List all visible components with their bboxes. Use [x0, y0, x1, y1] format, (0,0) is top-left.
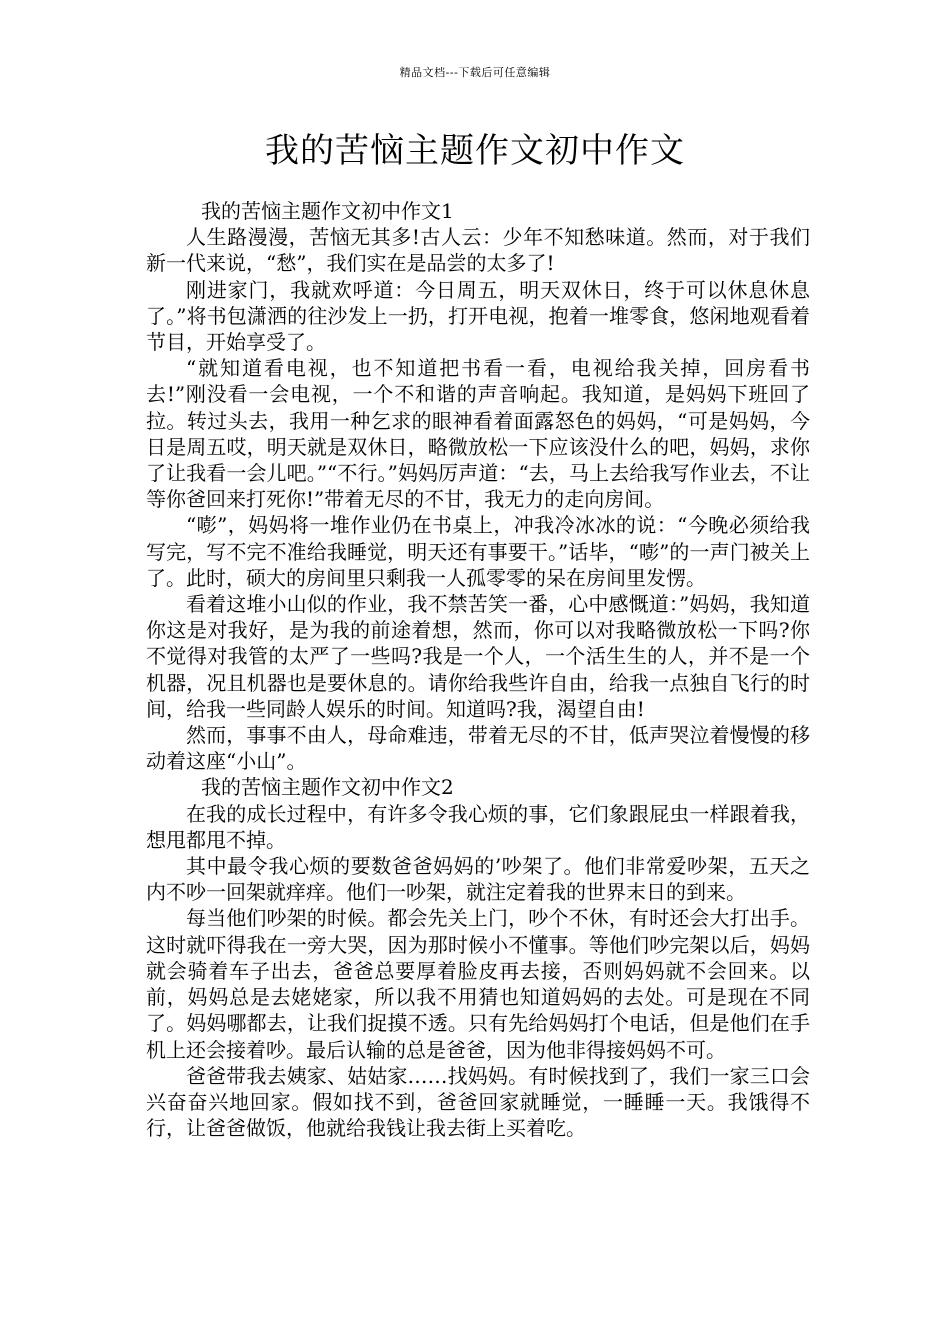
paragraph: 其中最令我心烦的要数爸爸妈妈的’吵架了。他们非常爱吵架，五天之内不吵一回架就痒痒。他们一吵架，就注定着我的世界末日的到来。	[146, 854, 810, 905]
essay-subheading: 我的苦恼主题作文初中作文1	[201, 199, 454, 223]
header-note: 精品文档---下载后可任意编辑	[399, 66, 551, 79]
paragraph: 爸爸带我去姨家、姑姑家……找妈妈。有时候找到了，我们一家三口会兴奋奋兴地回家。假如找不到，爸爸回家就睡觉，一睡睡一天。我饿得不行，让爸爸做饭，他就给我钱让我去街上买着吃。	[146, 1063, 810, 1141]
paragraph: 看着这堆小山似的作业，我不禁苦笑一番，心中感慨道：”妈妈，我知道你这是对我好，是为我的前途着想，然而，你可以对我略微放松一下吗?你不觉得对我管的太严了一些吗?我是一个人，一个活生生的人，并不是一个机器，况且机器也是要休息的。请你给我些许自由，给我一点独自飞行的时间，给我一些同龄人娱乐的时间。知道吗?我，渴望自由!	[146, 592, 810, 721]
paragraph: 然而，事事不由人，母命难违，带着无尽的不甘，低声哭泣着慢慢的移动着这座“小山”。	[146, 723, 810, 774]
paragraph: 人生路漫漫，苦恼无其多!古人云：少年不知愁味道。然而，对于我们新一代来说，“愁”，我们实在是品尝的太多了!	[146, 225, 810, 276]
paragraph: “就知道看电视，也不知道把书看一看，电视给我关掉，回房看书去!”刚没看一会电视，一个不和谐的声音响起。我知道，是妈妈下班回了拉。转过头去，我用一种乞求的眼神看着面露怒色的妈妈，“可是妈妈，今日是周五哎，明天就是双休日，略微放松一下应该没什么的吧，妈妈，求你了让我看一会儿吧。”“不行。”妈妈厉声道：“去，马上去给我写作业去，不让等你爸回来打死你!”带着无尽的不甘，我无力的走向房间。	[146, 356, 810, 512]
paragraph: “嘭”，妈妈将一堆作业仍在书桌上，冲我冷冰冰的说：“今晚必须给我写完，写不完不准给我睡觉，明天还有事要干。”话毕，“嘭”的一声门被关上了。此时，硕大的房间里只剩我一人孤零零的呆在房间里发愣。	[146, 513, 810, 590]
essay-body	[146, 198, 810, 1141]
document-title: 我的苦恼主题作文初中作文	[265, 131, 685, 171]
paragraph: 在我的成长过程中，有许多令我心烦的事，它们象跟屁虫一样跟着我，想甩都甩不掉。	[146, 801, 810, 852]
essay-subheading: 我的苦恼主题作文初中作文2	[201, 775, 454, 800]
paragraph: 每当他们吵架的时候。都会先关上门，吵个不休，有时还会大打出手。这时就吓得我在一旁大哭，因为那时候小不懂事。等他们吵完架以后，妈妈就会骑着车子出去，爸爸总要厚着脸皮再去接，否则妈妈就不会回来。以前，妈妈总是去姥姥家，所以我不用猜也知道妈妈的去处。可是现在不同了。妈妈哪都去，让我们捉摸不透。只有先给妈妈打个电话，但是他们在手机上还会接着吵。最后认输的总是爸爸，因为他非得接妈妈不可。	[146, 906, 810, 1062]
paragraph: 刚进家门，我就欢呼道：今日周五，明天双休日，终于可以休息休息了。”将书包潇洒的往沙发上一扔，打开电视，抱着一堆零食，悠闲地观看着节目，开始享受了。	[146, 277, 810, 355]
